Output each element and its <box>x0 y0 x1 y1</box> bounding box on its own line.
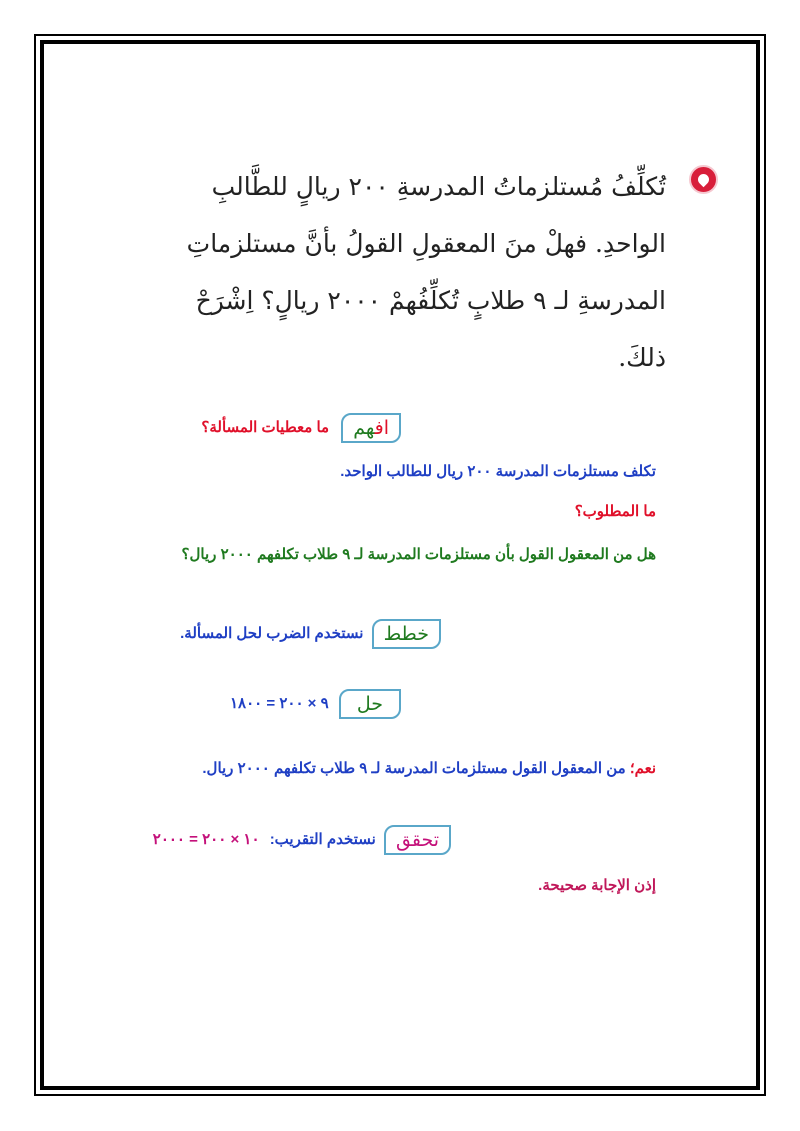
problem-text: تُكلِّفُ مُستلزماتُ المدرسةِ ٢٠٠ ريالٍ للطَّالبِ الواحدِ. فهلْ منَ المعقولِ القولُ بأنَّ مستلزماتِ المدرسةِ لـ ٩ طلابٍ تُكلِّفُهمْ ٢٠٠٠ ريالٍ؟ اِشْرَحْ ذلكَ. <box>186 172 666 372</box>
problem-number-badge <box>689 165 718 194</box>
conclusion-text: إذن الإجابة صحيحة. <box>538 877 656 894</box>
page-content <box>44 44 756 1086</box>
understand-row <box>201 413 401 443</box>
required-label: ما المطلوب؟ <box>574 503 656 520</box>
check-equation: ١٠ × ٢٠٠ = ٢٠٠٠ <box>152 830 260 848</box>
check-label: نستخدم التقريب: <box>269 830 376 848</box>
plan-text: نستخدم الضرب لحل المسألة. <box>180 624 364 642</box>
location-pin-icon <box>696 172 712 188</box>
solve-row <box>230 689 401 719</box>
understand-question: ما معطيات المسألة؟ <box>201 418 330 436</box>
solve-equation: ٩ × ٢٠٠ = ١٨٠٠ <box>230 694 329 712</box>
solve-tag: حل <box>339 689 401 719</box>
check-tag: تحقق <box>384 825 451 855</box>
check-row <box>153 825 451 855</box>
answer-yes: نعم؛ <box>629 760 656 777</box>
plan-tag: خطط <box>372 619 441 649</box>
required-text: هل من المعقول القول بأن مستلزمات المدرسة لـ ٩ طلاب تكلفهم ٢٠٠٠ ريال؟ <box>181 546 656 563</box>
answer-row <box>202 759 656 777</box>
understand-tag: افهم <box>341 413 401 443</box>
answer-text: من المعقول القول مستلزمات المدرسة لـ ٩ طلاب تكلفهم ٢٠٠٠ ريال. <box>202 760 630 777</box>
plan-row <box>180 619 441 649</box>
given-text: تكلف مستلزمات المدرسة ٢٠٠ ريال للطالب الواحد. <box>340 463 656 480</box>
